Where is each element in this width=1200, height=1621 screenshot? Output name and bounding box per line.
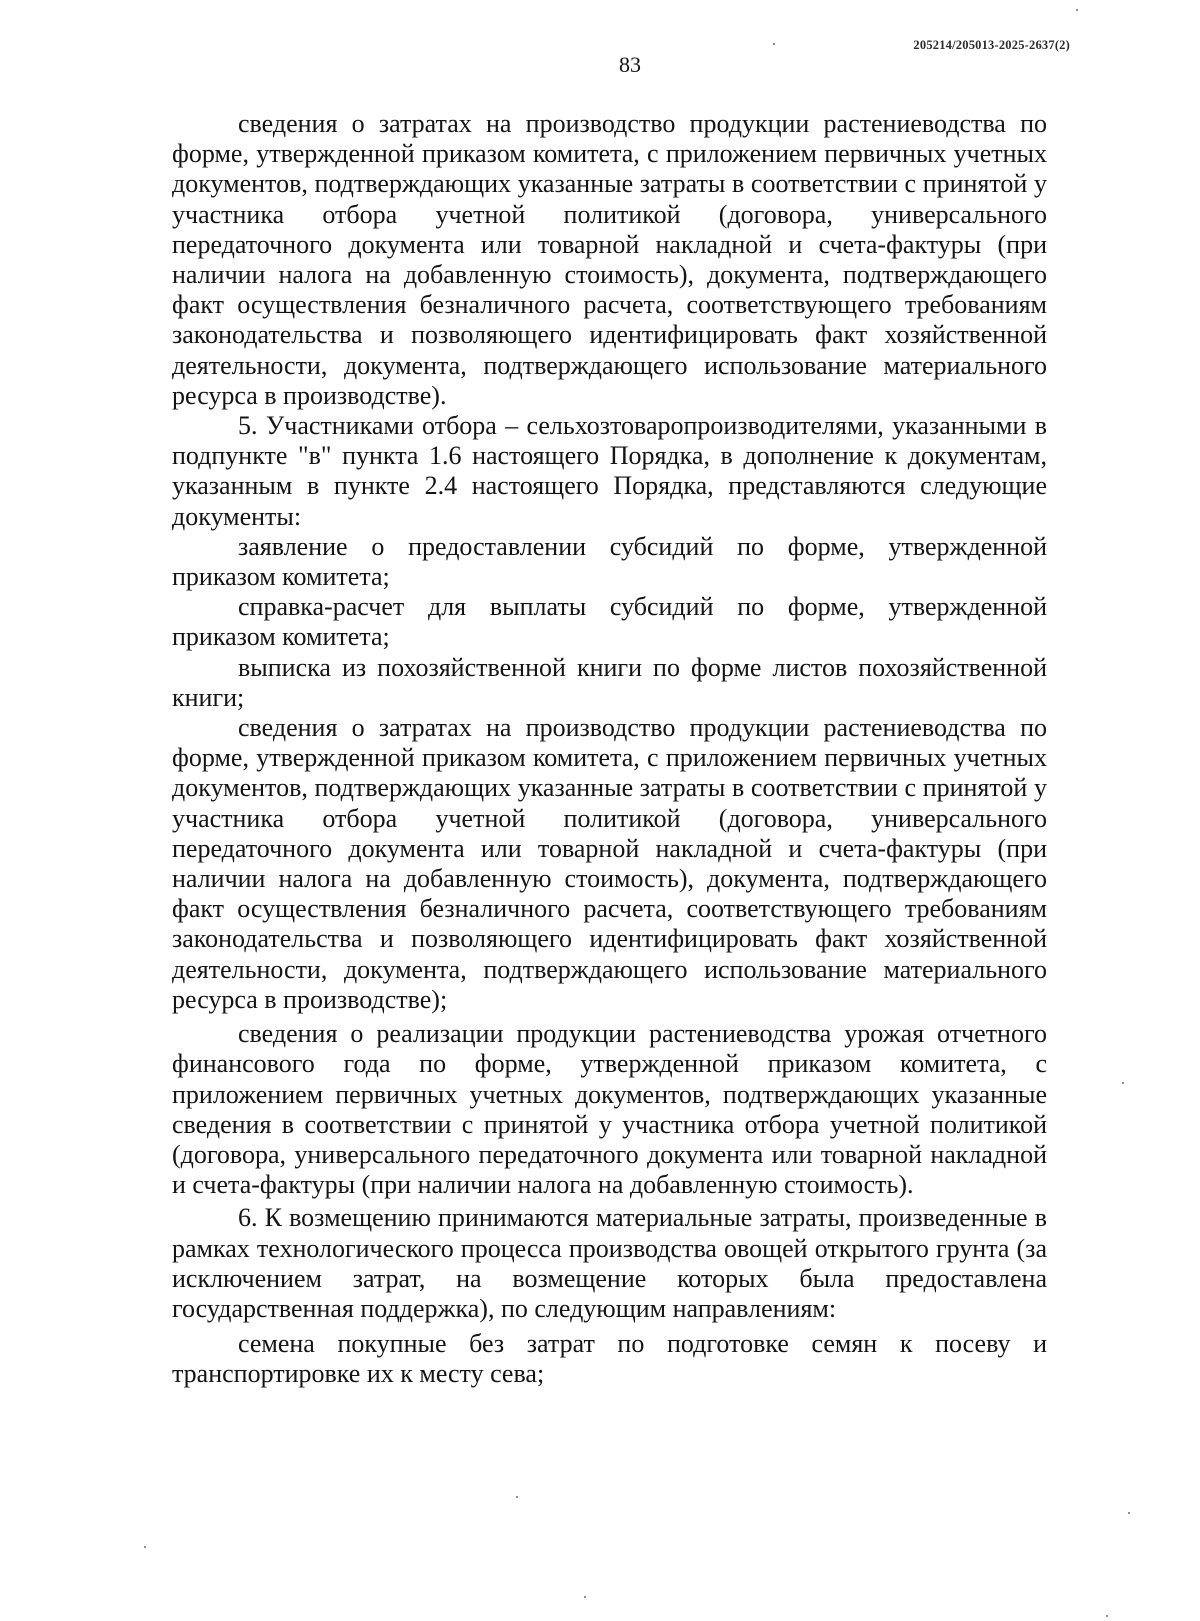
page-number: 83 [619, 52, 641, 77]
paragraph-production-costs-info-2: сведения о затратах на производство продукции растениеводства по форме, утвержденной приказом комитета, с приложением первичных учетных документов, подтверждающих указанные затраты в соответствии с принятой у участника отбора учетной политикой (договора, универсального передаточного документа или товарной накладной и счета-фактуры (при наличии налога на добавленную стоимость), документа, подтверждающего факт осуществления безналичного расчета, соответствующего требованиям законодательства и позволяющего идентифицировать факт хозяйственной деятельности, документа, подтверждающего использование материального ресурса в производстве); [172, 713, 1047, 1014]
paragraph-payment-calculation: справка-расчет для выплаты субсидий по форме, утвержденной приказом комитета; [172, 592, 1047, 652]
paragraph-subsidy-application: заявление о предоставлении субсидий по форме, утвержденной приказом комитета; [172, 531, 1047, 592]
scan-speck [1128, 1512, 1130, 1514]
scan-speck [584, 1596, 586, 1598]
scan-speck [1122, 1082, 1124, 1084]
scan-speck [144, 1546, 146, 1548]
paragraph-purchased-seeds: семена покупные без затрат по подготовке семян к посеву и транспортировке их к месту сева; [172, 1329, 1047, 1389]
scan-speck [1076, 9, 1078, 11]
paragraph-item-5: 5. Участниками отбора – сельхозтоваропроизводителями, указанными в подпункте "в" пункта 1.6 настоящего Порядка, в дополнение к документам, указанным в пункте 2.4 настоящего Порядка, представляются следующие документы: [172, 411, 1047, 531]
scan-speck [516, 1496, 518, 1498]
paragraph-sales-info: сведения о реализации продукции растениеводства урожая отчетного финансового года по форме, утвержденной приказом комитета, с приложением первичных учетных документов, подтверждающих указанные сведения в соответствии с принятой у участника отбора учетной политикой (договора, универсального передаточного документа или товарной накладной и счета-фактуры (при наличии налога на добавленную стоимость). [172, 1019, 1047, 1200]
paragraph-household-book-extract: выписка из похозяйственной книги по форме листов похозяйственной книги; [172, 652, 1047, 712]
scan-speck [1106, 1615, 1108, 1617]
paragraph-item-6: 6. К возмещению принимаются материальные затраты, произведенные в рамках технологического процесса производства овощей открытого грунта (за исключением затрат, на возмещение которых была предоставлена государственная поддержка), по следующим направлениям: [172, 1203, 1047, 1323]
scan-speck [773, 43, 775, 45]
document-code: 205214/205013-2025-2637(2) [913, 38, 1070, 52]
paragraph-production-costs-info: сведения о затратах на производство продукции растениеводства по форме, утвержденной приказом комитета, с приложением первичных учетных документов, подтверждающих указанные затраты в соответствии с принятой у участника отбора учетной политикой (договора, универсального передаточного документа или товарной накладной и счета-фактуры (при наличии налога на добавленную стоимость), документа, подтверждающего факт осуществления безналичного расчета, соответствующего требованиям законодательства и позволяющего идентифицировать факт хозяйственной деятельности, документа, подтверждающего использование материального ресурса в производстве). [172, 109, 1047, 410]
document-body [172, 109, 1047, 1390]
